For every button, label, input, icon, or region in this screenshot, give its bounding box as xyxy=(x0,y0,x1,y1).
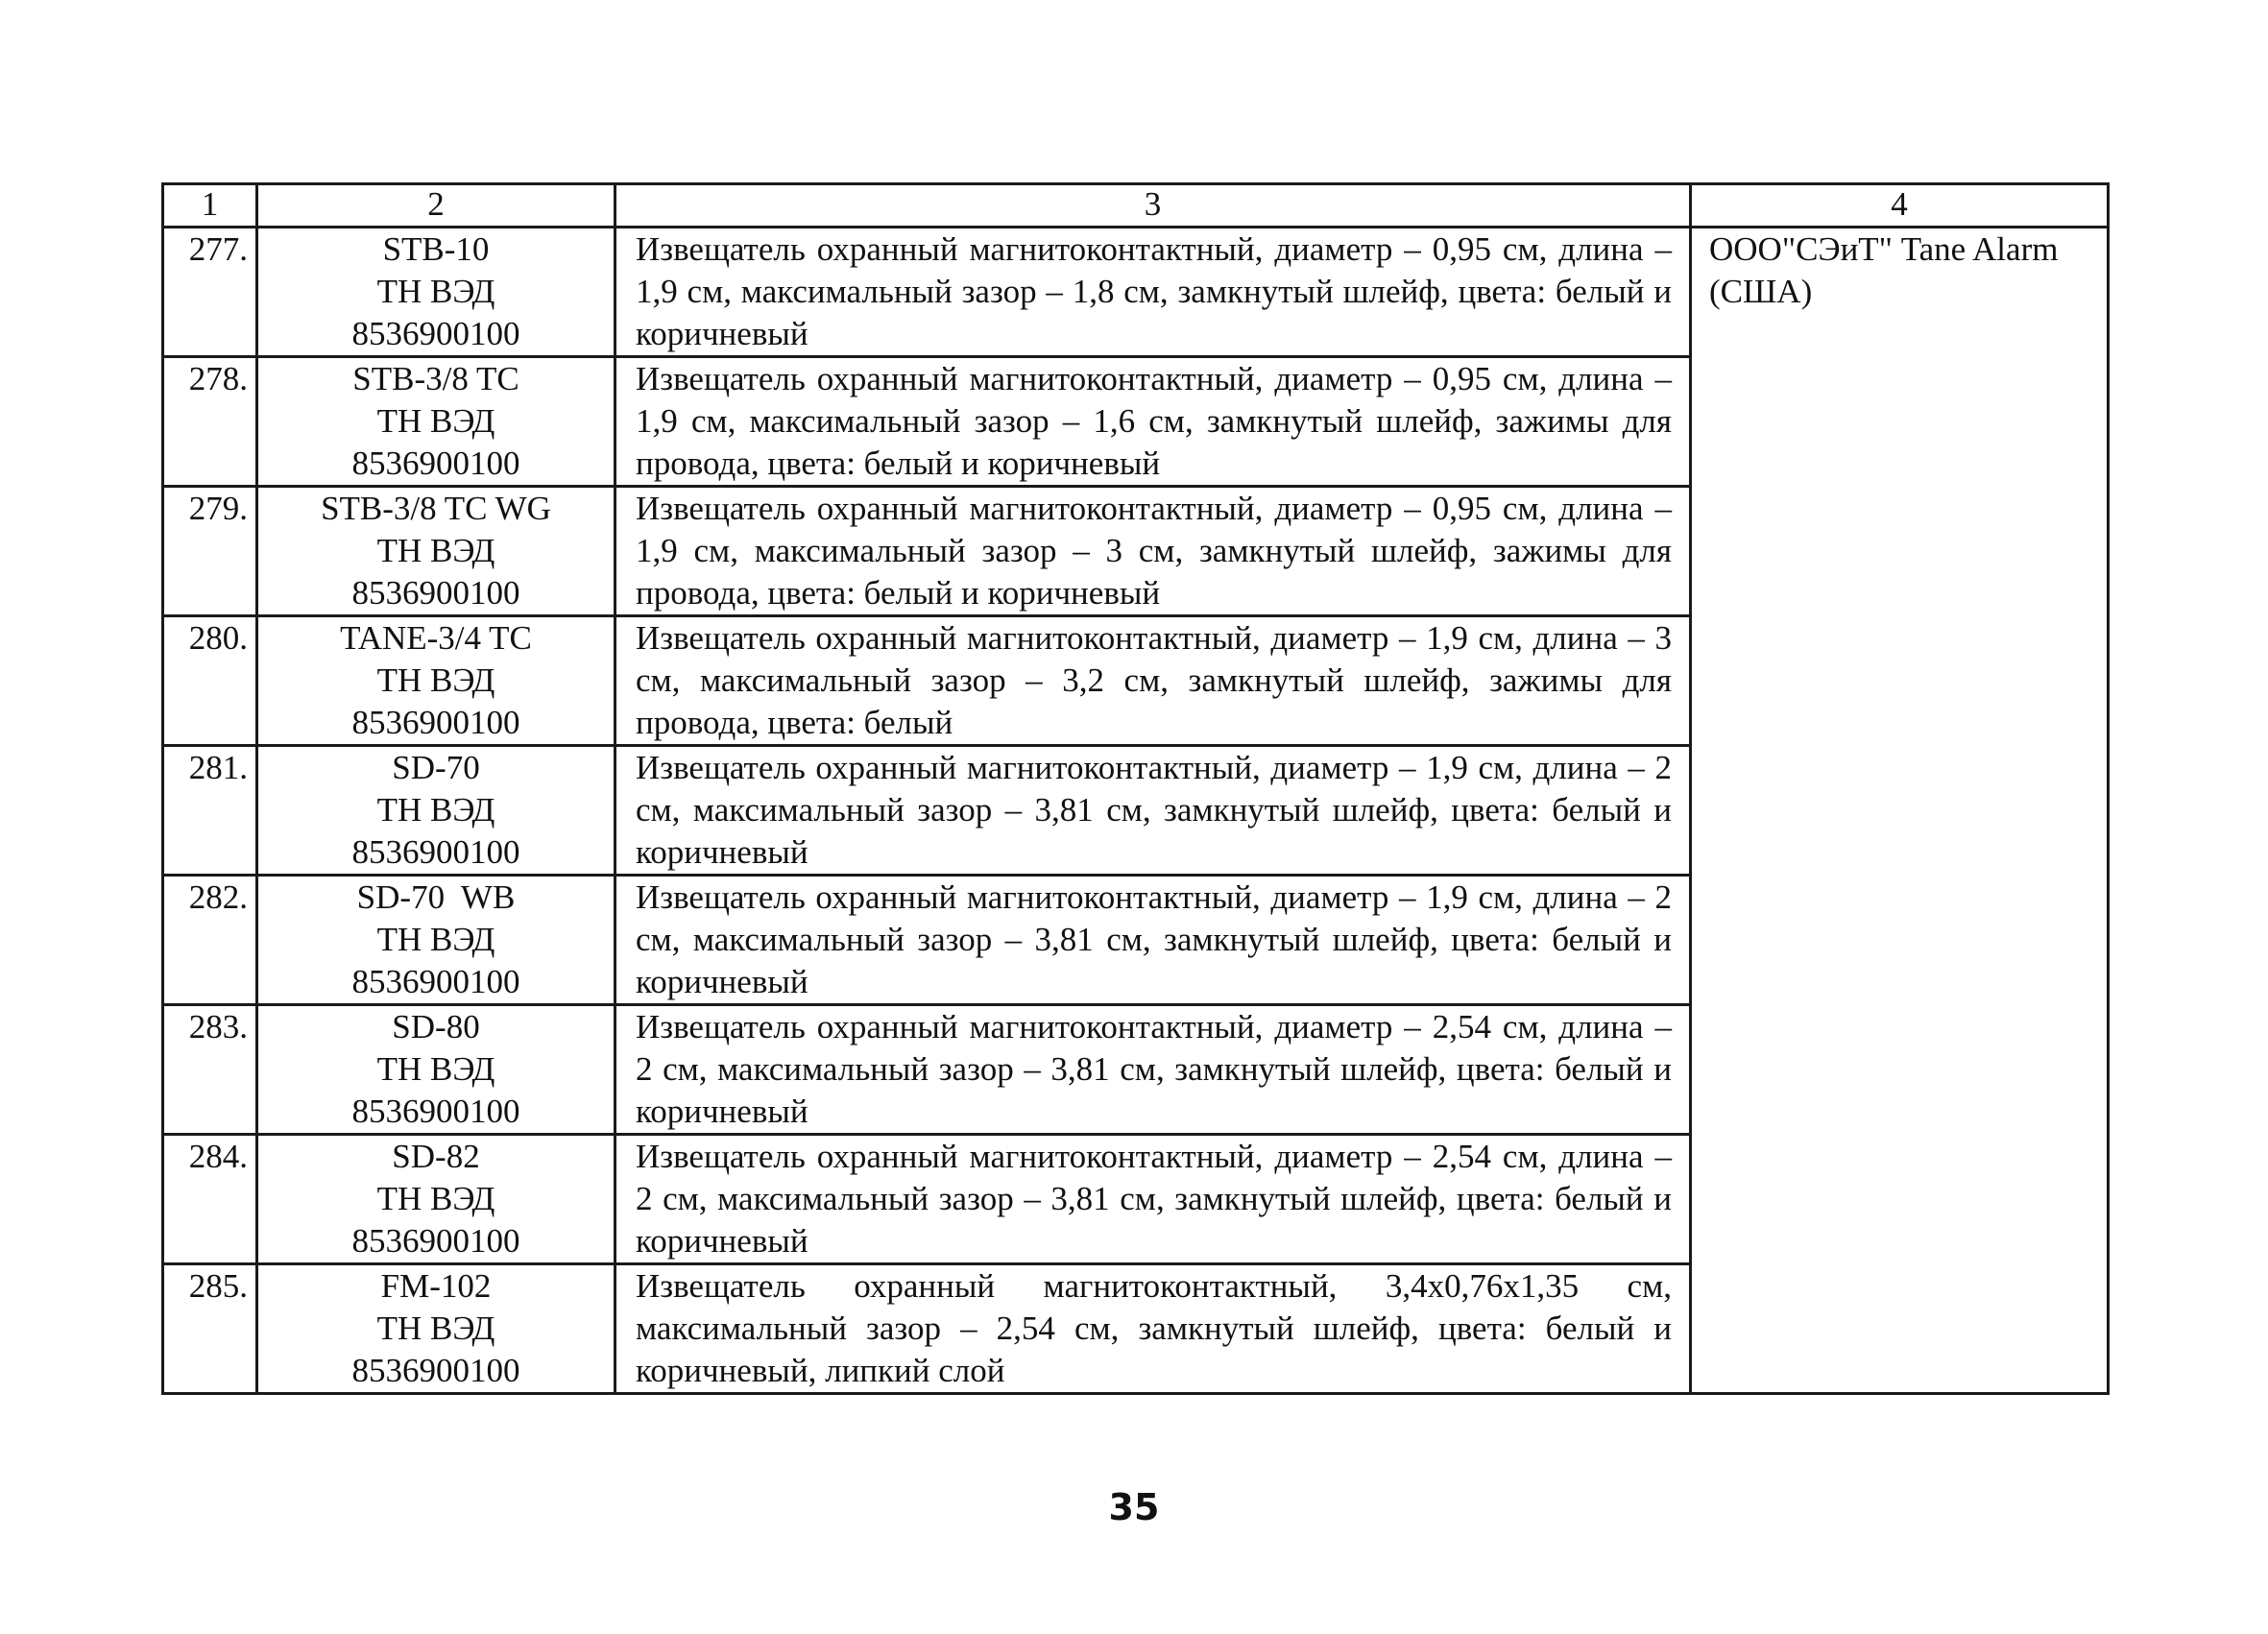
row-number: 285. xyxy=(163,1264,257,1394)
description-cell: Извещатель охранный магнитоконтактный, диаметр – 2,54 см, длина – 2 см, максимальный зазор – 3,81 см, замкнутый шлейф, цвета: белый и коричневый xyxy=(615,1135,1691,1264)
page-number: 35 xyxy=(1108,1486,1160,1528)
model-name: SD-70 xyxy=(392,749,480,786)
code-label: ТН ВЭД xyxy=(376,402,495,440)
code-label: ТН ВЭД xyxy=(376,1050,495,1088)
tn-ved-code: 8536900100 xyxy=(351,963,520,1000)
code-label: ТН ВЭД xyxy=(376,1310,495,1347)
model-name: SD-82 xyxy=(392,1138,480,1175)
description-cell: Извещатель охранный магнитоконтактный, 3,4x0,76x1,35 см, максимальный зазор – 2,54 см, замкнутый шлейф, цвета: белый и коричневый, липкий слой xyxy=(615,1264,1691,1394)
description-cell: Извещатель охранный магнитоконтактный, диаметр – 0,95 см, длина – 1,9 см, максимальный зазор – 3 см, замкнутый шлейф, зажимы для провода, цвета: белый и коричневый xyxy=(615,487,1691,616)
tn-ved-code: 8536900100 xyxy=(351,445,520,482)
model-name: SD-80 xyxy=(392,1008,480,1045)
code-label: ТН ВЭД xyxy=(376,532,495,569)
header-row xyxy=(163,184,2109,228)
model-cell xyxy=(257,746,615,876)
tn-ved-code: 8536900100 xyxy=(351,1352,520,1389)
code-label: ТН ВЭД xyxy=(376,273,495,310)
model-name: STB-10 xyxy=(382,230,490,268)
model-cell xyxy=(257,228,615,357)
model-name: STB-3/8 TC xyxy=(352,360,519,397)
table-row xyxy=(163,228,2109,357)
description-cell: Извещатель охранный магнитоконтактный, диаметр – 1,9 см, длина – 2 см, максимальный зазор – 3,81 см, замкнутый шлейф, цвета: белый и коричневый xyxy=(615,876,1691,1005)
row-number: 283. xyxy=(163,1005,257,1135)
model-cell xyxy=(257,1005,615,1135)
model-cell xyxy=(257,616,615,746)
model-name: SD-70 WB xyxy=(356,878,516,916)
column-header-1: 1 xyxy=(163,184,257,228)
code-label: ТН ВЭД xyxy=(376,661,495,699)
code-label: ТН ВЭД xyxy=(376,921,495,958)
manufacturer-cell: ООО"СЭиТ" Tane Alarm (США) xyxy=(1691,228,2109,1394)
row-number: 278. xyxy=(163,357,257,487)
description-cell: Извещатель охранный магнитоконтактный, диаметр – 2,54 см, длина – 2 см, максимальный зазор – 3,81 см, замкнутый шлейф, цвета: белый и коричневый xyxy=(615,1005,1691,1135)
row-number: 281. xyxy=(163,746,257,876)
tn-ved-code: 8536900100 xyxy=(351,574,520,612)
column-header-3: 3 xyxy=(615,184,1691,228)
tn-ved-code: 8536900100 xyxy=(351,833,520,871)
description-cell: Извещатель охранный магнитоконтактный, диаметр – 1,9 см, длина – 2 см, максимальный зазор – 3,81 см, замкнутый шлейф, цвета: белый и коричневый xyxy=(615,746,1691,876)
model-name: TANE-3/4 TC xyxy=(340,619,532,657)
model-cell xyxy=(257,876,615,1005)
row-number: 277. xyxy=(163,228,257,357)
code-label: ТН ВЭД xyxy=(376,1180,495,1217)
tn-ved-code: 8536900100 xyxy=(351,1093,520,1130)
description-cell: Извещатель охранный магнитоконтактный, диаметр – 0,95 см, длина – 1,9 см, максимальный зазор – 1,6 см, замкнутый шлейф, зажимы для провода, цвета: белый и коричневый xyxy=(615,357,1691,487)
row-number: 284. xyxy=(163,1135,257,1264)
column-header-4: 4 xyxy=(1691,184,2109,228)
product-table xyxy=(161,182,2110,1395)
model-name: STB-3/8 TC WG xyxy=(321,490,551,527)
column-header-2: 2 xyxy=(257,184,615,228)
description-cell: Извещатель охранный магнитоконтактный, диаметр – 0,95 см, длина – 1,9 см, максимальный зазор – 1,8 см, замкнутый шлейф, цвета: белый и коричневый xyxy=(615,228,1691,357)
description-cell: Извещатель охранный магнитоконтактный, диаметр – 1,9 см, длина – 3 см, максимальный зазор – 3,2 см, замкнутый шлейф, зажимы для провода, цвета: белый xyxy=(615,616,1691,746)
row-number: 279. xyxy=(163,487,257,616)
model-cell xyxy=(257,1135,615,1264)
row-number: 280. xyxy=(163,616,257,746)
model-cell xyxy=(257,357,615,487)
model-cell xyxy=(257,487,615,616)
model-cell xyxy=(257,1264,615,1394)
code-label: ТН ВЭД xyxy=(376,791,495,829)
row-number: 282. xyxy=(163,876,257,1005)
tn-ved-code: 8536900100 xyxy=(351,704,520,741)
tn-ved-code: 8536900100 xyxy=(351,1222,520,1260)
tn-ved-code: 8536900100 xyxy=(351,315,520,352)
model-name: FM-102 xyxy=(380,1267,492,1305)
